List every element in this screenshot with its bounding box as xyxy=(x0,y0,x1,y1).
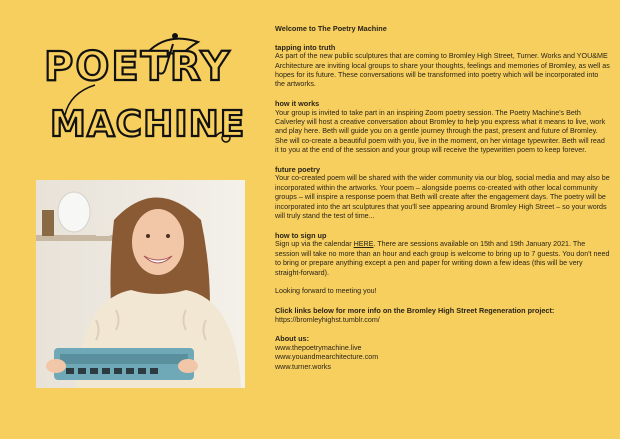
more-info-block xyxy=(275,306,610,325)
section-heading: how it works xyxy=(275,99,320,109)
closing-line: Looking forward to meeting you! xyxy=(275,287,377,296)
about-link-turner[interactable]: www.turner.works xyxy=(275,362,331,371)
section-body: As part of the new public sculptures that are coming to Bromley High Street, Turner. Works and YOU&ME Architecture are inviting local groups to share your thoughts, feelings and memories of Bromley, as well as hopes for its future. These conversations will be transformed into poetry which will be incorporated into the artworks. xyxy=(275,52,610,89)
about-link-poetry-machine[interactable]: www.thepoetrymachine.live xyxy=(275,343,362,352)
logo-line2: MACHINE xyxy=(50,104,245,145)
section-how-it-works xyxy=(275,99,610,155)
section-heading: future poetry xyxy=(275,165,320,175)
logo-line1: POETRY xyxy=(44,44,232,90)
page-title: Welcome to The Poetry Machine xyxy=(275,24,387,33)
section-body: Your co-created poem will be shared with the wider community via our blog, social media and may also be incorporated within the artworks. Your poem – alongside poems co-created with other local community groups – will inspire a response poem that Beth will create after the engagement days. The poetry will be incorporated into the art sculptures that you'll see appearing around Bromley High Street – so your words will truly stand the test of time... xyxy=(275,174,610,221)
tumblr-link[interactable]: https://bromleyhighst.tumblr.com/ xyxy=(275,315,380,324)
section-body xyxy=(275,240,610,278)
about-us-block xyxy=(275,334,610,372)
photo-woman-with-typewriter xyxy=(36,180,245,388)
section-heading: how to sign up xyxy=(275,230,327,240)
logo-graphic xyxy=(40,30,245,160)
signup-calendar-link[interactable]: HERE xyxy=(353,240,374,249)
signup-text-after: . There are sessions available on 15th and 19th January 2021. The session will take no more than an hour and each group is welcome to bring up to 7 guests. You don't need to bring or prepare anything except a pen and paper for writing down a few ideas (this will be very straight-forward). xyxy=(275,240,610,277)
section-body: Your group is invited to take part in an inspiring Zoom poetry session. The Poetry Machine's Beth Calverley will host a creative conversation about Bromley to help you express what it means to live, work and play here. Beth will guide you on a gentle journey through the past, present and future of Bromley. She will co-create a beautiful poem with you, live in the moment, on her vintage typewriter. Beth will read it to you at the end of the session and your group will receive the typewritten poem to keep forever. xyxy=(275,108,606,155)
poetry-machine-logo xyxy=(40,30,245,160)
about-heading: About us: xyxy=(275,334,310,344)
welcome-text xyxy=(275,24,610,372)
section-heading: tapping into truth xyxy=(275,42,336,52)
section-tapping-into-truth xyxy=(275,43,610,90)
about-link-youandme[interactable]: www.youandmearchitecture.com xyxy=(275,353,379,362)
signup-text-before: Sign up via the calendar xyxy=(275,240,354,249)
more-info-heading: Click links below for more info on the Bromley High Street Regeneration project: xyxy=(275,306,555,316)
section-how-to-sign-up xyxy=(275,231,610,278)
section-future-poetry xyxy=(275,165,610,221)
